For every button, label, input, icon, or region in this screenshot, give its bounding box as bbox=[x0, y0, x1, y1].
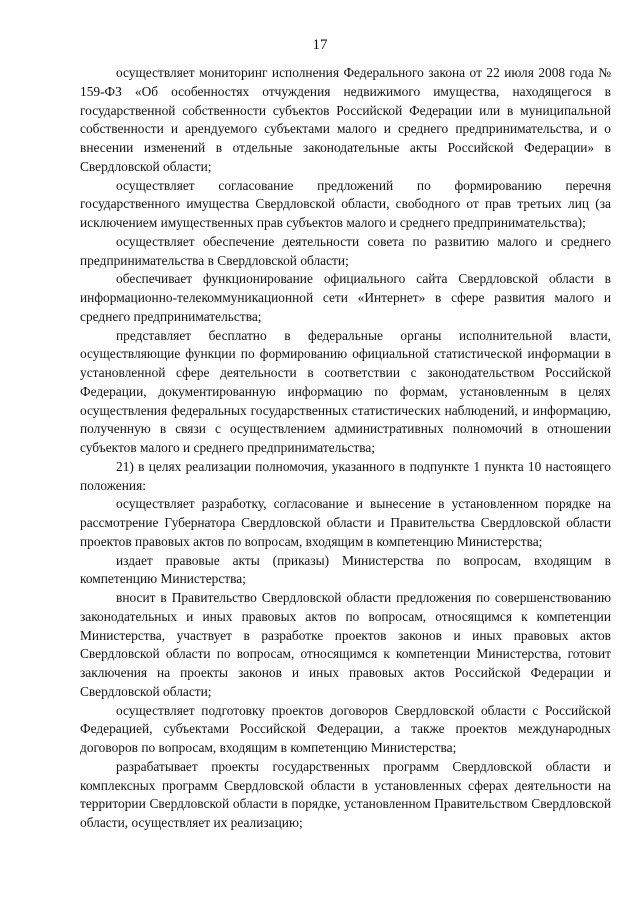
paragraph-treaties: осуществляет подготовку проектов договоров Свердловской области с Российской Федерацией, субъектами Российской Федерации, а также проектов международных договоров по вопросам, входящим в компетенцию Министерства; bbox=[80, 702, 611, 755]
paragraph-statistics: представляет бесплатно в федеральные органы исполнительной власти, осуществляющие функции по формированию официальной статистической информации в установленной сфере деятельности в соответствии с законодательством Российской Федерации, документированную информацию по формам, установленным в целях осуществления федеральных государственных статистических наблюдений, и информацию, полученную в связи с осуществлением административных полномочий в отношении субъектов малого и среднего предпринимательства; bbox=[80, 327, 611, 455]
paragraph-official-site: обеспечивает функционирование официального сайта Свердловской области в информационно-телекоммуникационной сети «Интернет» в сфере развития малого и среднего предпринимательства; bbox=[80, 271, 611, 324]
document-body bbox=[80, 64, 611, 833]
paragraph-property-list: осуществляет согласование предложений по формированию перечня государственного имущества Свердловской области, свободного от прав третьих лиц (за исключением имущественных прав субъектов малого и среднего предпринимательства); bbox=[80, 177, 611, 230]
paragraph-orders: издает правовые акты (приказы) Министерства по вопросам, входящим в компетенцию Министерства; bbox=[80, 552, 611, 587]
page-number: 17 bbox=[312, 37, 328, 53]
paragraph-proposals: вносит в Правительство Свердловской области предложения по совершенствованию законодательных и иных правовых актов по вопросам, относящимся к компетенции Министерства, участвует в разработке проектов законов и иных правовых актов Свердловской области по вопросам, относящимся к компетенции Министерства, готовит заключения на проекты законов и иных правовых актов Российской Федерации и Свердловской области; bbox=[80, 590, 611, 699]
paragraph-monitoring: осуществляет мониторинг исполнения Федерального закона от 22 июля 2008 года № 159-ФЗ «Об особенностях отчуждения недвижимого имущества, находящегося в государственной собственности субъектов Российской Федерации или в муниципальной собственности и арендуемого субъектами малого и среднего предпринимательства, и о внесении изменений в отдельные законодательные акты Российской Федерации» в Свердловской области; bbox=[80, 65, 611, 174]
paragraph-draft-acts: осуществляет разработку, согласование и вынесение в установленном порядке на рассмотрение Губернатора Свердловской области и Правительства Свердловской области проектов правовых актов по вопросам, входящим в компетенцию Министерства; bbox=[80, 496, 611, 549]
paragraph-council-support: осуществляет обеспечение деятельности совета по развитию малого и среднего предпринимательства в Свердловской области; bbox=[80, 233, 611, 268]
paragraph-programs: разрабатывает проекты государственных программ Свердловской области и комплексных программ Свердловской области в установленных сферах деятельности на территории Свердловской области в порядке, установленном Правительством Свердловской области, осуществляет их реализацию; bbox=[80, 758, 611, 830]
paragraph-item-21: 21) в целях реализации полномочия, указанного в подпункте 1 пункта 10 настоящего положения: bbox=[80, 458, 611, 493]
